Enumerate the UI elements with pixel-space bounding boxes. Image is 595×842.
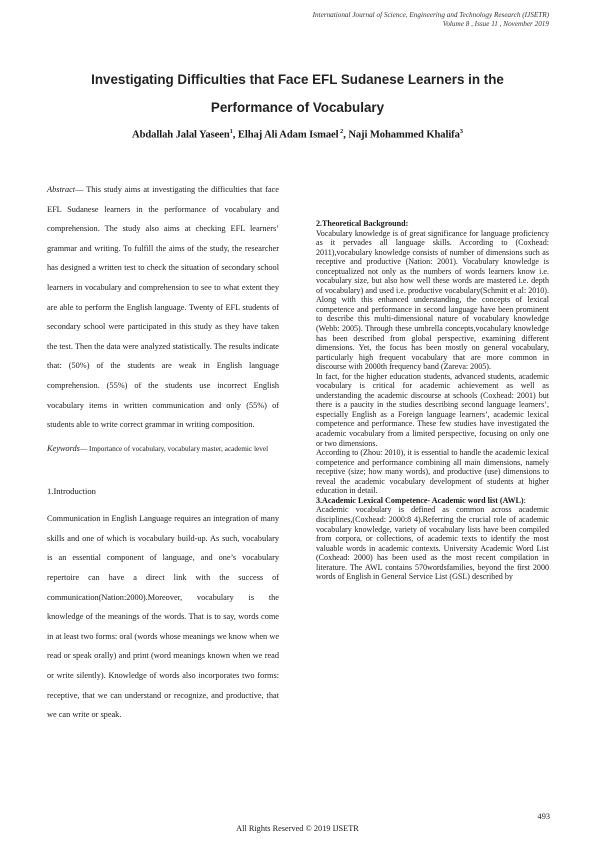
left-column (47, 180, 279, 725)
section-3-heading-suffix: : (523, 495, 526, 505)
section-3-paragraph-1: Academic vocabulary is defined as common across academic disciplines,(Coxhead: 2000:8 4).Referring the crucial role of academic vocabulary knowledge, variety of vocabulary lists have been compiled from corpora, or collections, of academic texts to identify the most valuable words in academic contexts. University Academic Word List (Coxhead: 2000) has been used as the most recent compilation in literature. The AWL contains 570wordsfamilies, beyond the first 2000 words of English in General Service List (GSL) described by (316, 505, 549, 582)
author-list (40, 128, 555, 141)
journal-issue: Volume 8 , Issue 11 , November 2019 (442, 20, 549, 28)
copyright-footer: All Rights Reserved © 2019 IJSETR (236, 824, 359, 833)
author-1-affiliation: 1 (229, 128, 233, 135)
title-line-2: Performance of Vocabulary (210, 100, 385, 115)
paper-title (50, 66, 545, 122)
right-column (316, 219, 549, 582)
keywords-label: Keywords (47, 443, 80, 453)
section-2-heading: 2.Theoretical Background: (316, 219, 409, 228)
author-2: Elhaj Ali Adam Ismael (237, 129, 339, 141)
author-separator: , (232, 129, 238, 141)
section-2-paragraph-1: Vocabulary knowledge is of great significance for language proficiency as it pervades all language skills. According to (Coxhead: 2011),vocabulary knowledge consists of number of dimensions such as receptive and productive (Nation: 2001). Vocabulary knowledge is conceptualized not only as the numbers of words learners know i.e. vocabulary size, but also how well these words are mastered i.e. depth of vocabulary) and used i.e. productive vocabulary(Schmitt et al: 2010). Along with this enhanced understanding, the concepts of lexical competence and performance in second language have been prominent to describe this multi-dimensional nature of vocabulary knowledge (Webb: 2005). Through these umbrella concepts,vocabulary knowledge has been described from global perspective, examining different dimensions. Yet, the focus has been mostly on general vocabulary, particularly high frequent vocabulary that are more common in discourse with 2000th frequency band (Zareva: 2005). (316, 228, 549, 372)
author-1: Abdallah Jalal Yaseen (132, 129, 230, 141)
author-separator: , (343, 129, 349, 141)
journal-name: International Journal of Science, Engineering and Technology Research (IJSETR) (312, 11, 549, 19)
title-line-1: Investigating Difficulties that Face EFL Sudanese Learners in the (91, 72, 504, 87)
abstract (47, 180, 279, 435)
author-3: Naji Mohammed Khalifa (348, 129, 460, 141)
abstract-text: — This study aims at investigating the difficulties that face EFL Sudanese learners in the performance of vocabulary and comprehension. The study also aims at checking EFL learners’ grammar and writing. To fulfill the aims of the study, the researcher has designed a written test to check the situation of secondary school learners in vocabulary and comprehension to see to what extent they are able to perform the English language. Twenty of EFL students of secondary school were participated in this study as they have taken the test. Then the data were analyzed statistically. The results indicate that: (50%) of the students are weak in English language comprehension. (55%) of the students use incorrect English vocabulary items in written communication and only (55%) of students able to write correct grammar in writing composition. (47, 185, 279, 430)
page-number: 493 (537, 812, 550, 821)
keywords-text: — Importance of vocabulary, vocabulary master, academic level (79, 443, 269, 453)
author-3-affiliation: 3 (459, 128, 463, 135)
section-2-paragraph-2: In fact, for the higher education students, advanced students, academic vocabulary is critical for academic achievement as well as understanding the academic discourse at schools (Coxhead: 2001) but there is a paucity in the studies describing second language learners’, especially English as a Foreign language learners’, academic lexical competence and performance. These few studies have investigated the academic vocabulary from a limited perspective, focusing on only one or two dimensions. (316, 371, 549, 448)
journal-header (313, 11, 549, 29)
abstract-label: Abstract (47, 185, 76, 194)
section-2-paragraph-3: According to (Zhou: 2010), it is essential to handle the academic lexical competence and performance combining all main dimensions, namely receptive (size; how many words), and productive (use) dimensions to reveal the academic vocabulary development of students at higher education in detail. (316, 448, 549, 496)
keywords (47, 441, 279, 457)
introduction-text: Communication in English Language requires an integration of many skills and one of which is vocabulary build-up. As such, vocabulary is an essential component of language, and one’s vocabulary repertoire can have a direct link with the success of communication(Nation:2000).Moreover, vocabulary is the knowledge of the meanings of the words. That is to say, words come in at least two forms: oral (words whose meanings we know when we read or speak orally) and print (word meanings known when we read or write silently). Knowledge of words also incorporates two forms: receptive, that we can understand or recognize, and productive, that we can write or speak. (47, 514, 279, 720)
section-3-heading-line (316, 496, 549, 506)
introduction-heading: 1.Introduction (47, 486, 96, 497)
author-2-affiliation: 2 (338, 128, 344, 135)
section-3-heading: 3.Academic Lexical Competence- Academic word list (AWL) (316, 495, 524, 505)
